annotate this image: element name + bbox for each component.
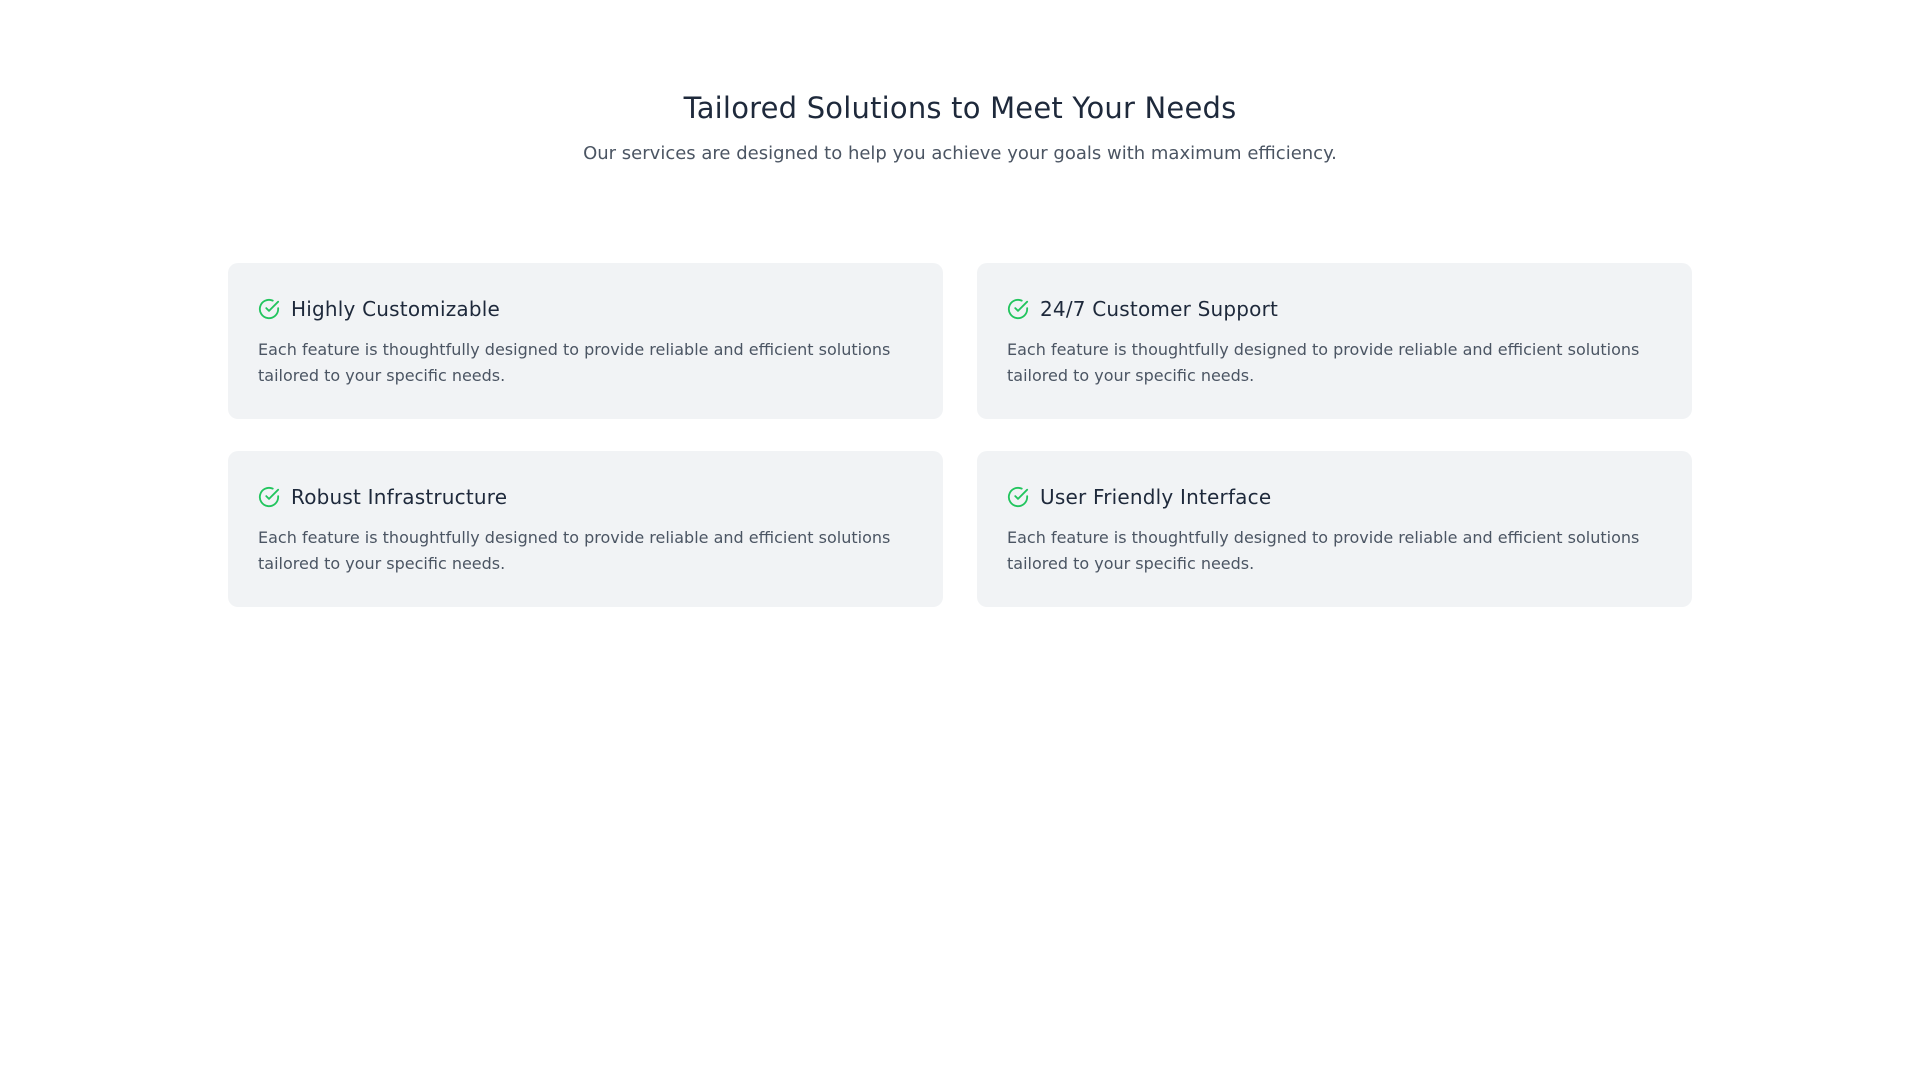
- check-circle-icon: [1007, 298, 1029, 320]
- check-circle-icon: [258, 298, 280, 320]
- page-title: Tailored Solutions to Meet Your Needs: [683, 91, 1237, 125]
- feature-card-highly-customizable: [228, 263, 943, 419]
- feature-card-header: [1007, 483, 1662, 511]
- feature-card-header: [258, 295, 913, 323]
- page-subtitle: Our services are designed to help you achieve your goals with maximum efficiency.: [583, 143, 1337, 165]
- features-section: [228, 0, 1692, 607]
- feature-card-title: User Friendly Interface: [1040, 485, 1272, 510]
- feature-card-robust-infrastructure: [228, 451, 943, 607]
- check-circle-icon: [1007, 486, 1029, 508]
- feature-card-description: Each feature is thoughtfully designed to provide reliable and efficient solutions tailored to your specific needs.: [1007, 528, 1640, 574]
- feature-card-description: Each feature is thoughtfully designed to provide reliable and efficient solutions tailored to your specific needs.: [258, 528, 891, 574]
- feature-card-title: Highly Customizable: [291, 297, 501, 322]
- feature-card-header: [1007, 295, 1662, 323]
- feature-card-title: Robust Infrastructure: [291, 485, 508, 510]
- check-circle-icon: [258, 486, 280, 508]
- feature-card-header: [258, 483, 913, 511]
- feature-card-user-friendly-interface: [977, 451, 1692, 607]
- feature-card-description: Each feature is thoughtfully designed to provide reliable and efficient solutions tailored to your specific needs.: [1007, 340, 1640, 386]
- feature-cards-grid: [228, 263, 1692, 607]
- feature-card-title: 24/7 Customer Support: [1040, 297, 1279, 322]
- section-header: [228, 90, 1692, 167]
- feature-card-customer-support: [977, 263, 1692, 419]
- feature-card-description: Each feature is thoughtfully designed to provide reliable and efficient solutions tailored to your specific needs.: [258, 340, 891, 386]
